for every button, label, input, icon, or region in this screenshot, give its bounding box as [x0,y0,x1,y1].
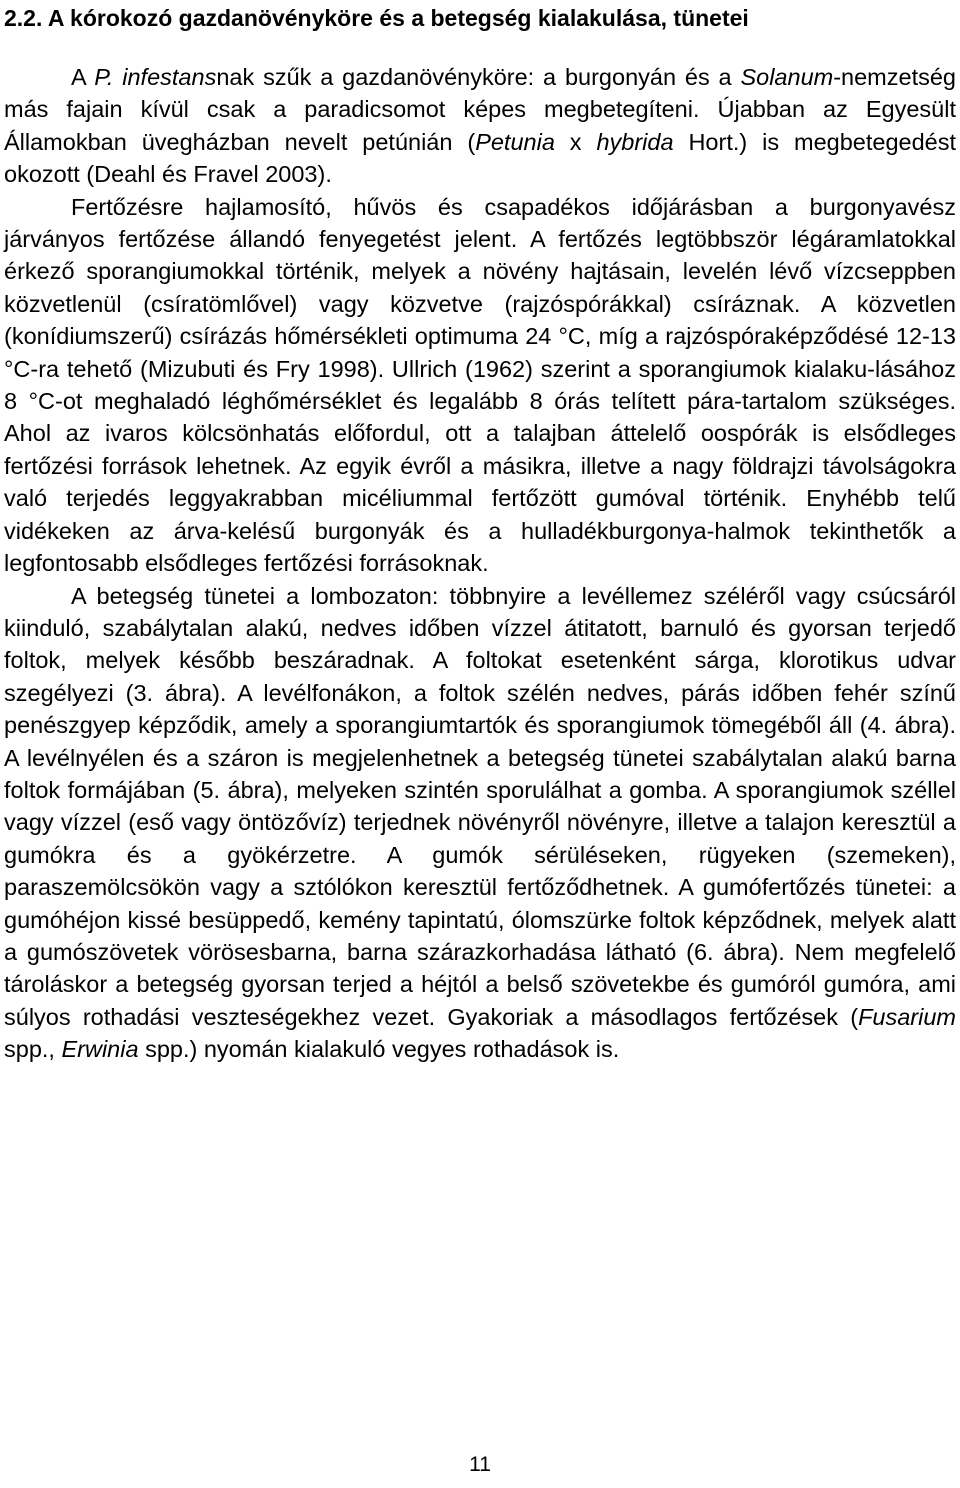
paragraph-symptoms [4,580,956,1066]
paragraph-host-range [4,61,956,191]
italic-term: hybrida [596,128,674,155]
text-run: x [554,128,597,155]
document-page [4,0,956,1488]
section-heading: 2.2. A kórokozó gazdanövénykörе és a betegség kialakulása, tünetei [4,5,749,31]
text-run: nak szűk a gazdanövényköre: a burgonyán és a [216,64,741,90]
text-run: Hort.) is megbetegedést okozott (Deahl és Fravel 2003). [4,128,957,188]
text-run: A [71,64,95,90]
italic-term: Fusarium [858,1003,956,1030]
page-number: 11 [469,1453,491,1476]
italic-term: Erwinia [61,1036,139,1063]
text-run: Fertőzésre hajlamosító, hűvös és csapadékos időjárásban a burgonyavész járványos fertőzése állandó fenyegetést jelent. A fertőzés legtöbbször légáramlatokkal érkező sporangiumokkal történik, melyek a növény hajtásain, levelén lévő vízcseppben közvetlenül (csíratömlővel) vagy közvetve (rajzóspórákkal) csíráznak. A közvetlen (konídiumszerű) csírázás hőmérsékleti optimuma 24 °C, míg a rajzóspóraképződésé 12-13 °C-ra tehető (Mizubuti és Fry 1998). Ullrich (1962) szerint a sporangiumok kialaku-lásához 8 °C-ot meghaladó léghőmérséklet és legalább 8 órás telített pára-tartalom szükséges. Ahol az ivaros kölcsönhatás előfordul, ott a talajban áttelelő oospórák is elsődleges fertőzési források lehetnek. Az egyik évről a másikra, illetve a nagy földrajzi távolságokra való terjedés leggyakrabban micéliummal fertőzött gumóval történik. Enyhébb telű vidékeken az árva-kelésű burgonyák és a hulladékburgonya-halmok tekinthetők a legfontosabb elsődleges fertőzési forrásoknak. [4,193,956,577]
text-run: A betegség tünetei a lombozaton: többnyire a levéllemez széléről vagy csúcsáról kiinduló, szabálytalan alakú, nedves időben vízzel átitatott, barnuló és gyorsan terjedő foltok, melyek később beszáradnak. A foltokat esetenként sárga, klorotikus udvar szegélyezi (3. ábra). A levélfonákon, a foltok szélén nedves, párás időben fehér színű penészgyep képződik, amely a sporangiumtartók és sporangiumok tömegéből áll (4. ábra). A levélnyélen és a száron is megjelenhetnek a betegség tünetei szabálytalan alakú barna foltok formájában (5. ábra), melyeken szintén sporulálhat a gomba. A sporangiumok széllel vagy vízzel (eső vagy öntözővíz) terjednek növényről növényre, illetve a talajon keresztül a gumókra és a gyökérzetre. A gumók sérüléseken, rügyeken (szemeken), paraszemölcsökön vagy a sztólókon keresztül fertőződhetnek. A gumófertőzés tünetei: a gumóhéjon kissé besüppedő, kemény tapintatú, ólomszürke foltok képződnek, melyek alatt a gumószövetek vörösesbarna, barna szárazkorhadása látható (6. ábra). Nem megfelelő tároláskor a betegség gyorsan terjed a héjtól a belső szövetekbe és gumóról gumóra, ami súlyos rothadási veszteségekhez vezet. Gyakoriak a másodlagos fertőzések ( [4,582,956,1030]
italic-term: P. infestans [94,64,217,90]
italic-term: Petunia [475,128,555,155]
text-run: spp., [4,1036,62,1063]
paragraph-infection [4,191,956,580]
italic-term: Solanum [740,64,834,90]
text-run: spp.) nyomán kialakuló vegyes rothadások is. [138,1036,620,1063]
body-text [4,61,956,1066]
text-run: -nemzetség más fajain kívül csak a paradicsomot képes megbetegíteni. Újabban az Egyesült Államokban üvegházban nevelt petúnián ( [4,64,956,155]
